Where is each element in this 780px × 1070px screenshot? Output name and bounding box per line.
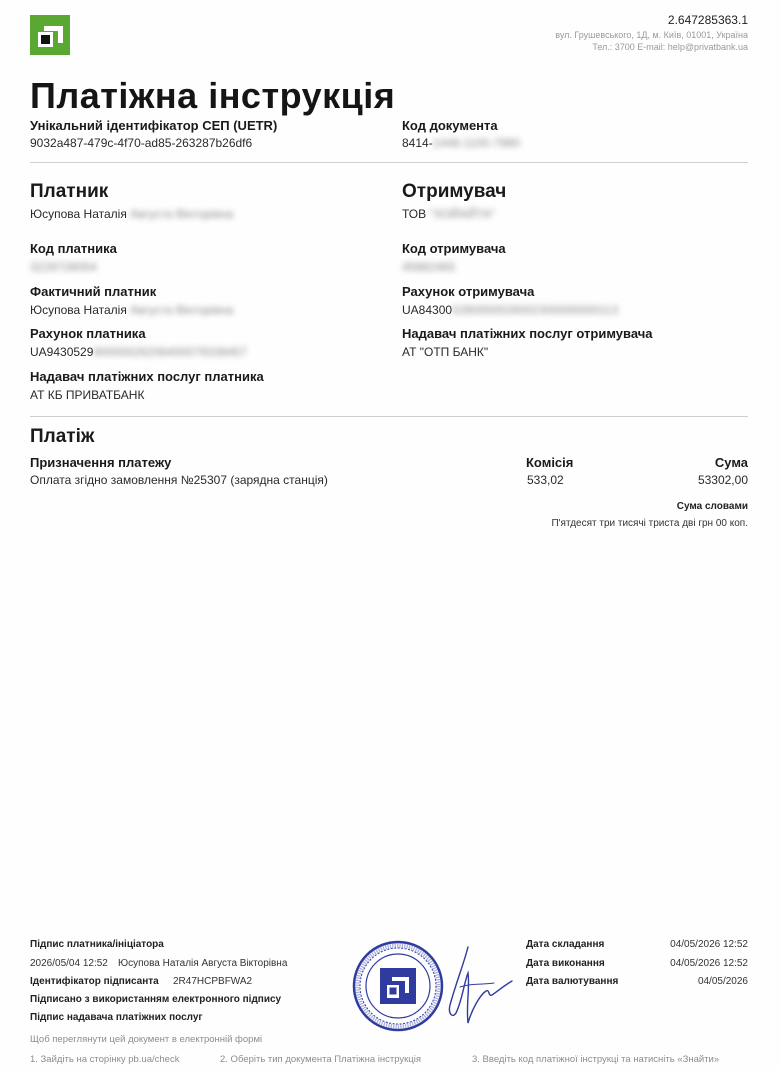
payer-name <box>30 207 233 221</box>
recipient-provider-value: АТ "ОТП БАНК" <box>402 345 489 359</box>
purpose-value: Оплата згідно замовлення №25307 (зарядна станція) <box>30 473 328 487</box>
signer-name: Юсупова Наталія Августа Вікторівна <box>118 958 288 969</box>
recipient-provider-label: Надавач платіжних послуг отримувача <box>402 326 653 341</box>
e-sign-note: Підписано з використанням електронного підпису <box>30 994 282 1005</box>
recipient-code-value <box>402 260 455 274</box>
value-date-value: 04/05/2026 <box>697 976 748 987</box>
executed-value: 04/05/2026 12:52 <box>670 958 748 969</box>
recipient-account-visible: UA84300 <box>402 303 453 317</box>
payment-heading: Платіж <box>30 426 95 447</box>
recipient-code-blurred: 45882465 <box>402 260 456 274</box>
executed-label: Дата виконання <box>526 958 605 969</box>
recipient-account-label: Рахунок отримувача <box>402 284 535 299</box>
page-title: Платіжна інструкція <box>30 75 396 116</box>
doc-code-visible: 8414- <box>402 136 433 150</box>
value-date-label: Дата валютування <box>526 976 619 987</box>
amount-label: Сума <box>714 455 748 470</box>
payer-heading: Платник <box>30 181 109 202</box>
recipient-name-blurred: "ХОЙАЙТА" <box>429 207 496 221</box>
provider-sign-label: Підпис надавача платіжних послуг <box>30 1012 203 1023</box>
fee-label: Комісія <box>526 455 574 470</box>
payer-name-visible: Юсупова Наталія <box>30 207 127 221</box>
check-step-1: 1. Зайдіть на сторінку pb.ua/check <box>30 1054 180 1065</box>
recipient-account-value <box>402 303 618 317</box>
fee-value: 533,02 <box>527 473 564 487</box>
signer-id-label: Ідентифікатор підписанта <box>30 976 159 987</box>
payer-account-value <box>30 345 247 359</box>
check-step-3: 3. Введіть код платіжної інструкці та натисніть «Знайти» <box>472 1054 720 1065</box>
actual-payer-name <box>30 303 233 317</box>
amount-words-value: П'ятдесят три тисячі триста дві грн 00 коп. <box>551 518 748 529</box>
payer-account-label: Рахунок платника <box>30 326 146 341</box>
address-line: вул. Грушевського, 1Д, м. Київ, 01001, Україна <box>555 30 748 40</box>
doc-code-value <box>402 136 520 150</box>
uetr-label: Унікальний ідентифікатор СЕП (UETR) <box>30 118 278 133</box>
recipient-code-label: Код отримувача <box>402 241 506 256</box>
payer-account-visible: UA9430529 <box>30 345 94 359</box>
amount-value: 53302,00 <box>697 473 748 487</box>
bank-address <box>555 29 748 53</box>
created-label: Дата складання <box>526 939 605 950</box>
payer-code-value <box>30 260 97 274</box>
document-number: 2.647285363.1 <box>667 13 748 27</box>
doc-code-label: Код документа <box>402 118 498 133</box>
check-step-2: 2. Оберіть тип документа Платіжна інструкція <box>220 1054 421 1065</box>
payer-account-blurred: 90000026206400079338457 <box>93 345 247 359</box>
purpose-label: Призначення платежу <box>30 455 172 470</box>
signer-id-value: 2R47HCPBFWA2 <box>173 976 253 987</box>
recipient-name-visible: ТОВ <box>402 207 427 221</box>
check-instructions-title: Щоб переглянути цей документ в електронній формі <box>30 1034 263 1045</box>
created-value: 04/05/2026 12:52 <box>670 939 748 950</box>
payer-code-blurred: 3229728054 <box>30 260 97 274</box>
actual-payer-visible: Юсупова Наталія <box>30 303 127 317</box>
signed-datetime: 2026/05/04 12:52 <box>30 958 108 969</box>
doc-code-blurred: 1448-1100-7980 <box>432 136 520 150</box>
actual-payer-blurred: Августа Вікторівна <box>130 303 234 317</box>
recipient-name <box>402 207 495 221</box>
recipient-account-blurred: 5280000026002300000000113 <box>452 303 619 317</box>
bank-stamp-icon <box>352 940 444 1032</box>
handwritten-signature-icon <box>442 943 514 1029</box>
payer-name-blurred: Августа Вікторівна <box>130 207 234 221</box>
contact-line: Тел.: 3700 E-mail: help@privatbank.ua <box>592 42 748 52</box>
recipient-heading: Отримувач <box>402 181 507 202</box>
signer-label: Підпис платника/ініціатора <box>30 939 164 950</box>
divider <box>30 416 748 417</box>
actual-payer-label: Фактичний платник <box>30 284 157 299</box>
uetr-value: 9032a487-479c-4f70-ad85-263287b26df6 <box>30 136 253 150</box>
payer-provider-value: АТ КБ ПРИВАТБАНК <box>30 388 145 402</box>
payer-provider-label: Надавач платіжних послуг платника <box>30 369 264 384</box>
amount-words-label: Сума словами <box>676 501 748 512</box>
privatbank-logo-icon <box>30 15 70 55</box>
payer-code-label: Код платника <box>30 241 117 256</box>
divider <box>30 162 748 163</box>
